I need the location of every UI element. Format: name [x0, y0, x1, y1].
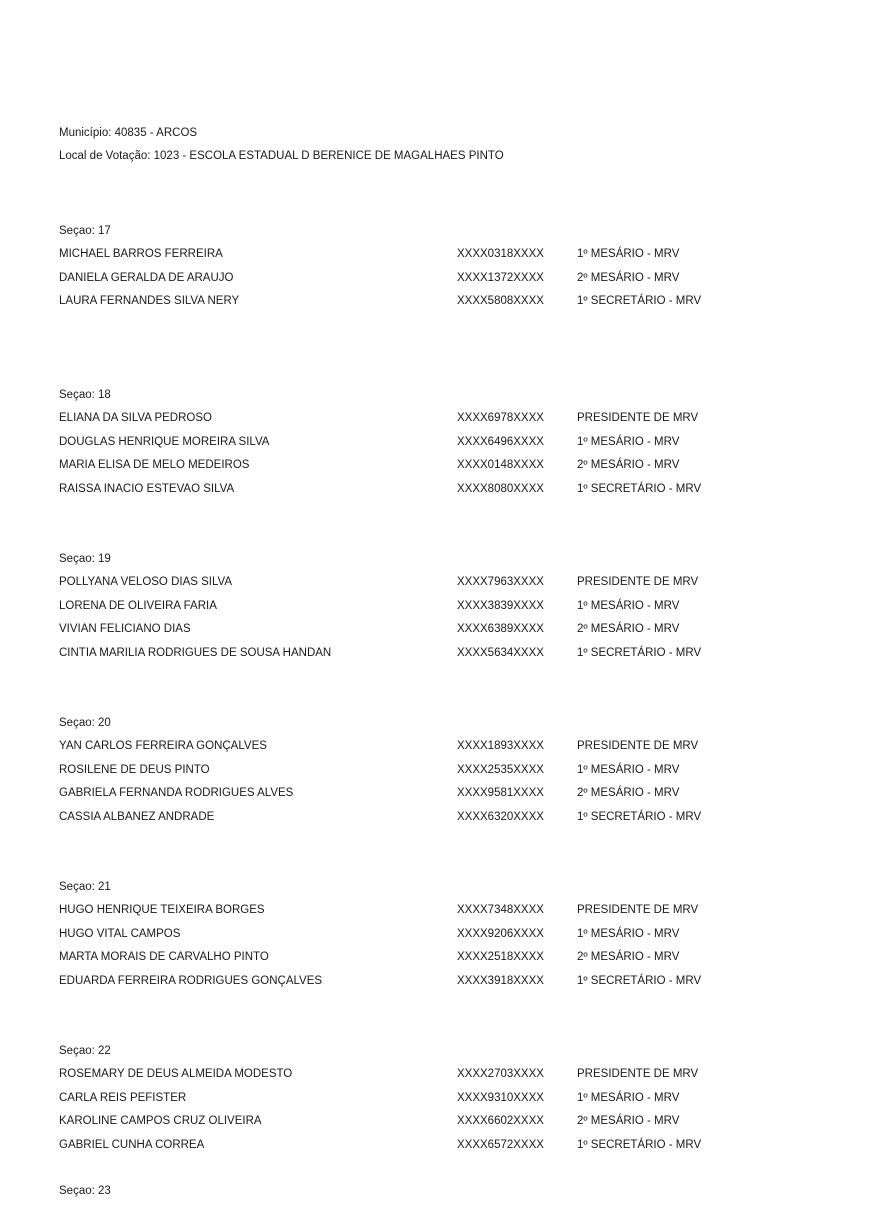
mesario-code: XXXX2535XXXX: [457, 763, 544, 776]
mesario-role: PRESIDENTE DE MRV: [577, 1068, 699, 1081]
mesario-role: PRESIDENTE DE MRV: [577, 740, 699, 753]
mesario-role: 2º MESÁRIO - MRV: [577, 623, 680, 636]
mesario-code: XXXX6389XXXX: [457, 623, 544, 636]
mesario-row: [59, 407, 819, 430]
mesario-code: XXXX5634XXXX: [457, 646, 544, 659]
mesario-code: XXXX0318XXXX: [457, 248, 544, 261]
mesario-role: 1º SECRETÁRIO - MRV: [577, 295, 702, 308]
mesario-row: [59, 454, 819, 477]
mesario-code: XXXX2703XXXX: [457, 1068, 544, 1081]
mesario-row: [59, 923, 819, 946]
mesario-name: ROSILENE DE DEUS PINTO: [59, 763, 210, 776]
mesario-row: [59, 735, 819, 758]
mesario-role: 1º SECRETÁRIO - MRV: [577, 646, 702, 659]
mesario-name: ELIANA DA SILVA PEDROSO: [59, 412, 212, 425]
mesario-role: 1º SECRETÁRIO - MRV: [577, 974, 702, 987]
mesario-role: 2º MESÁRIO - MRV: [577, 951, 680, 964]
secao-title: Seçao: 21: [59, 881, 111, 893]
mesario-code: XXXX9581XXXX: [457, 787, 544, 800]
mesario-name: EDUARDA FERREIRA RODRIGUES GONÇALVES: [59, 974, 323, 987]
mesario-role: 1º MESÁRIO - MRV: [577, 763, 680, 776]
mesario-row: [59, 571, 819, 594]
mesario-code: XXXX3918XXXX: [457, 974, 544, 987]
mesario-code: XXXX5808XXXX: [457, 295, 544, 308]
mesario-role: 2º MESÁRIO - MRV: [577, 271, 680, 284]
mesario-code: XXXX9310XXXX: [457, 1091, 544, 1104]
mesario-name: LORENA DE OLIVEIRA FARIA: [59, 599, 217, 612]
secao-block: [59, 1180, 819, 1203]
mesario-row: [59, 806, 819, 829]
mesario-name: DOUGLAS HENRIQUE MOREIRA SILVA: [59, 435, 270, 448]
mesario-role: 1º MESÁRIO - MRV: [577, 248, 680, 261]
mesario-role: 1º SECRETÁRIO - MRV: [577, 810, 702, 823]
mesario-row: [59, 1110, 819, 1133]
mesario-name: YAN CARLOS FERREIRA GONÇALVES: [59, 740, 267, 753]
mesario-code: XXXX0148XXXX: [457, 459, 544, 472]
mesario-code: XXXX6496XXXX: [457, 435, 544, 448]
mesario-role: 1º MESÁRIO - MRV: [577, 927, 680, 940]
mesario-row: [59, 618, 819, 641]
mesario-role: 1º MESÁRIO - MRV: [577, 599, 680, 612]
mesario-row: [59, 782, 819, 805]
secao-block: [59, 712, 819, 829]
mesario-code: XXXX2518XXXX: [457, 951, 544, 964]
secao-block: [59, 548, 819, 665]
mesario-code: XXXX9206XXXX: [457, 927, 544, 940]
mesario-role: PRESIDENTE DE MRV: [577, 904, 699, 917]
mesario-name: MARIA ELISA DE MELO MEDEIROS: [59, 459, 250, 472]
mesario-name: CASSIA ALBANEZ ANDRADE: [59, 810, 215, 823]
mesario-code: XXXX8080XXXX: [457, 482, 544, 495]
mesario-row: [59, 899, 819, 922]
mesario-row: [59, 267, 819, 290]
mesario-name: GABRIELA FERNANDA RODRIGUES ALVES: [59, 787, 294, 800]
mesario-name: LAURA FERNANDES SILVA NERY: [59, 295, 240, 308]
mesario-name: HUGO HENRIQUE TEIXEIRA BORGES: [59, 904, 265, 917]
secao-title: Seçao: 20: [59, 717, 111, 729]
mesario-role: PRESIDENTE DE MRV: [577, 576, 699, 589]
mesario-row: [59, 243, 819, 266]
mesario-code: XXXX6320XXXX: [457, 810, 544, 823]
mesario-role: 2º MESÁRIO - MRV: [577, 1115, 680, 1128]
secao-block: [59, 384, 819, 501]
mesario-code: XXXX7963XXXX: [457, 576, 544, 589]
mesario-code: XXXX1372XXXX: [457, 271, 544, 284]
mesario-row: [59, 970, 819, 993]
local-votacao-line: Local de Votação: 1023 - ESCOLA ESTADUAL D BERENICE DE MAGALHAES PINTO: [59, 150, 504, 162]
mesario-name: KAROLINE CAMPOS CRUZ OLIVEIRA: [59, 1115, 262, 1128]
mesario-role: PRESIDENTE DE MRV: [577, 412, 699, 425]
mesario-row: [59, 595, 819, 618]
mesario-name: DANIELA GERALDA DE ARAUJO: [59, 271, 234, 284]
mesario-row: [59, 1134, 819, 1157]
mesario-row: [59, 431, 819, 454]
mesario-role: 1º MESÁRIO - MRV: [577, 435, 680, 448]
mesario-code: XXXX3839XXXX: [457, 599, 544, 612]
secao-block: [59, 220, 819, 314]
secao-title: Seçao: 19: [59, 553, 111, 565]
mesario-name: RAISSA INACIO ESTEVAO SILVA: [59, 482, 235, 495]
secao-title: Seçao: 18: [59, 389, 111, 401]
mesario-name: GABRIEL CUNHA CORREA: [59, 1138, 205, 1151]
secao-title: Seçao: 23: [59, 1185, 111, 1197]
mesario-name: MARTA MORAIS DE CARVALHO PINTO: [59, 951, 269, 964]
mesario-row: [59, 759, 819, 782]
mesario-role: 1º SECRETÁRIO - MRV: [577, 482, 702, 495]
mesario-row: [59, 946, 819, 969]
mesario-row: [59, 478, 819, 501]
mesario-name: ROSEMARY DE DEUS ALMEIDA MODESTO: [59, 1068, 293, 1081]
mesario-code: XXXX6602XXXX: [457, 1115, 544, 1128]
secao-block: [59, 876, 819, 993]
mesario-name: HUGO VITAL CAMPOS: [59, 927, 181, 940]
mesario-row: [59, 290, 819, 313]
municipio-line: Município: 40835 - ARCOS: [59, 127, 198, 139]
mesario-name: VIVIAN FELICIANO DIAS: [59, 623, 191, 636]
mesario-code: XXXX1893XXXX: [457, 740, 544, 753]
mesario-code: XXXX6572XXXX: [457, 1138, 544, 1151]
mesario-name: CINTIA MARILIA RODRIGUES DE SOUSA HANDAN: [59, 646, 332, 659]
secao-block: [59, 1040, 819, 1157]
mesario-name: MICHAEL BARROS FERREIRA: [59, 248, 223, 261]
mesario-role: 1º SECRETÁRIO - MRV: [577, 1138, 702, 1151]
mesario-code: XXXX6978XXXX: [457, 412, 544, 425]
mesario-role: 2º MESÁRIO - MRV: [577, 787, 680, 800]
secao-title: Seçao: 17: [59, 225, 111, 237]
mesario-role: 1º MESÁRIO - MRV: [577, 1091, 680, 1104]
mesario-row: [59, 1087, 819, 1110]
mesario-row: [59, 1063, 819, 1086]
mesario-role: 2º MESÁRIO - MRV: [577, 459, 680, 472]
secao-title: Seçao: 22: [59, 1045, 111, 1057]
mesario-row: [59, 642, 819, 665]
mesario-code: XXXX7348XXXX: [457, 904, 544, 917]
mesario-name: POLLYANA VELOSO DIAS SILVA: [59, 576, 232, 589]
mesario-name: CARLA REIS PEFISTER: [59, 1091, 187, 1104]
